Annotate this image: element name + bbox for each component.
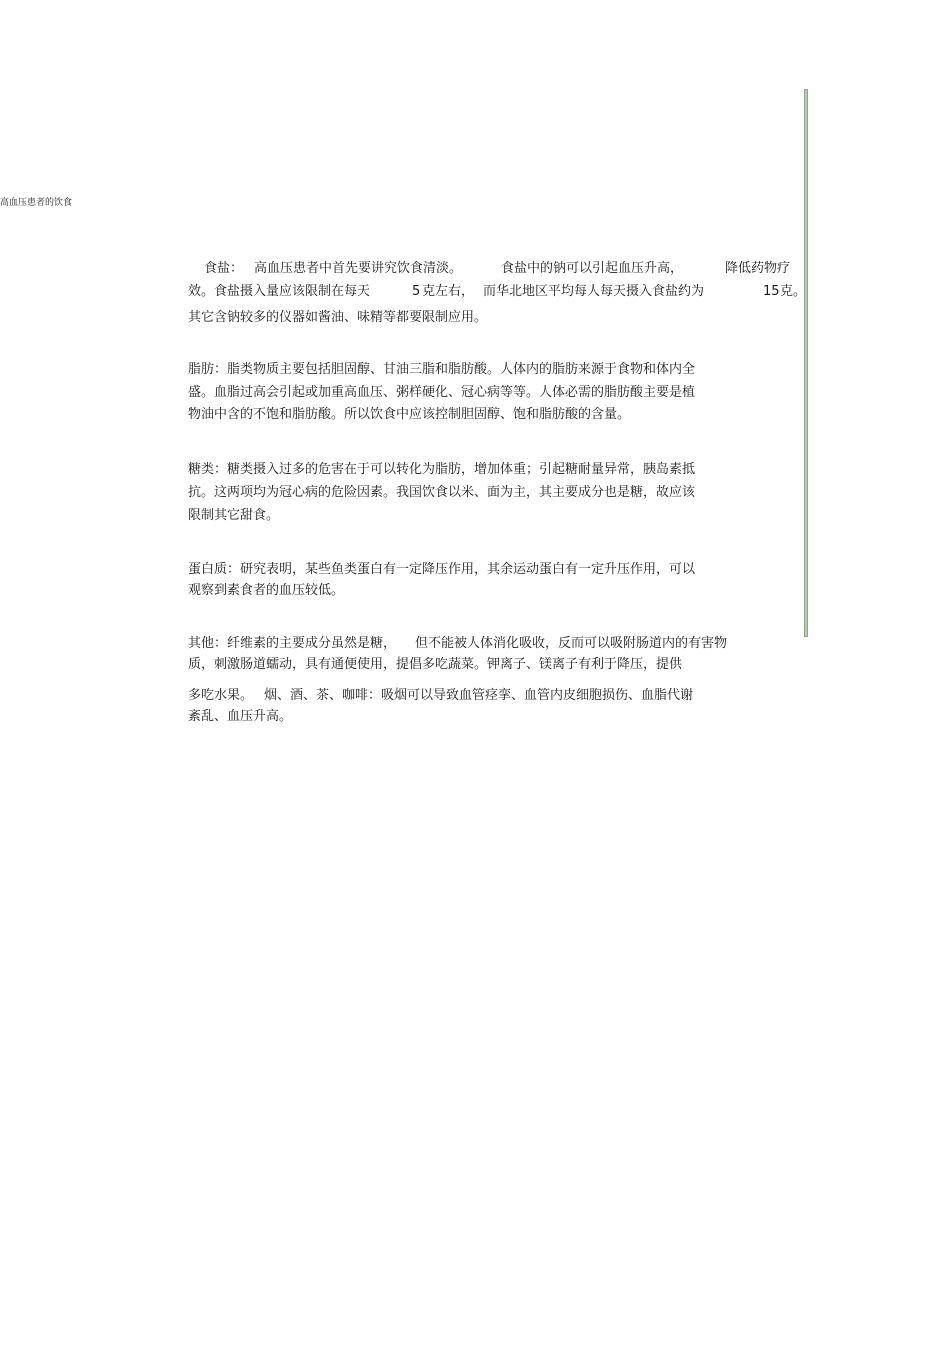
fat-line-1: 脂肪：脂类物质主要包括胆固醇、甘油三脂和脂肪酸。人体内的脂肪来源于食物和体内全 <box>188 362 696 377</box>
fat-line-3: 物油中含的不饱和脂肪酸。所以饮食中应该控制胆固醇、饱和脂肪酸的含量。 <box>188 407 631 422</box>
salt-text-2a: 效。食盐摄入量应该限制在每天 <box>188 284 371 299</box>
other-line-2: 质，刺激肠道蠕动，具有通便使用，提倡多吃蔬菜。钾离子、镁离子有利于降压，提供 <box>188 657 683 672</box>
other-line-4: 紊乱、血压升高。 <box>188 709 293 724</box>
salt-label: 食盐： <box>204 261 244 276</box>
salt-text-1c: 降低药物疗 <box>725 261 791 276</box>
salt-amount-north: 15 <box>763 284 780 299</box>
salt-text-2d: 克。 <box>780 284 807 299</box>
sugar-line-2: 抗。这两项均为冠心病的危险因素。我国饮食以米、面为主，其主要成分也是糖，故应该 <box>188 485 696 500</box>
salt-text-1b: 食盐中的钠可以引起血压升高， <box>501 261 684 276</box>
other-text-3b: 烟、酒、茶、咖啡：吸烟可以导致血管痉挛、血管内皮细胞损伤、血脂代谢 <box>264 688 694 703</box>
other-text-1a: 其他：纤维素的主要成分虽然是糖， <box>188 636 397 651</box>
other-text-3a: 多吃水果。 <box>188 688 254 703</box>
salt-amount-daily: 5 <box>412 284 421 299</box>
protein-line-1: 蛋白质：研究表明，某些鱼类蛋白有一定降压作用，其余运动蛋白有一定升压作用，可以 <box>188 562 696 577</box>
sugar-line-1: 糖类：糖类摄入过多的危害在于可以转化为脂肪，增加体重；引起糖耐量异常，胰岛素抵 <box>188 462 696 477</box>
salt-text-2b: 克左右， <box>422 284 475 299</box>
page-title: 高血压患者的饮食 <box>0 198 73 208</box>
salt-text-1a: 高血压患者中首先要讲究饮食清淡。 <box>254 261 463 276</box>
salt-text-2c: 而华北地区平均每人每天摄入食盐约为 <box>483 284 705 299</box>
sugar-line-3: 限制其它甜食。 <box>188 508 280 523</box>
other-text-1b: 但不能被人体消化吸收，反而可以吸附肠道内的有害物 <box>415 636 728 651</box>
salt-line-3: 其它含钠较多的仪器如酱油、味精等都要限制应用。 <box>188 310 488 325</box>
side-rule <box>804 89 808 637</box>
protein-line-2: 观察到素食者的血压较低。 <box>188 583 345 598</box>
fat-line-2: 盛。血脂过高会引起或加重高血压、粥样硬化、冠心病等等。人体必需的脂肪酸主要是植 <box>188 385 696 400</box>
